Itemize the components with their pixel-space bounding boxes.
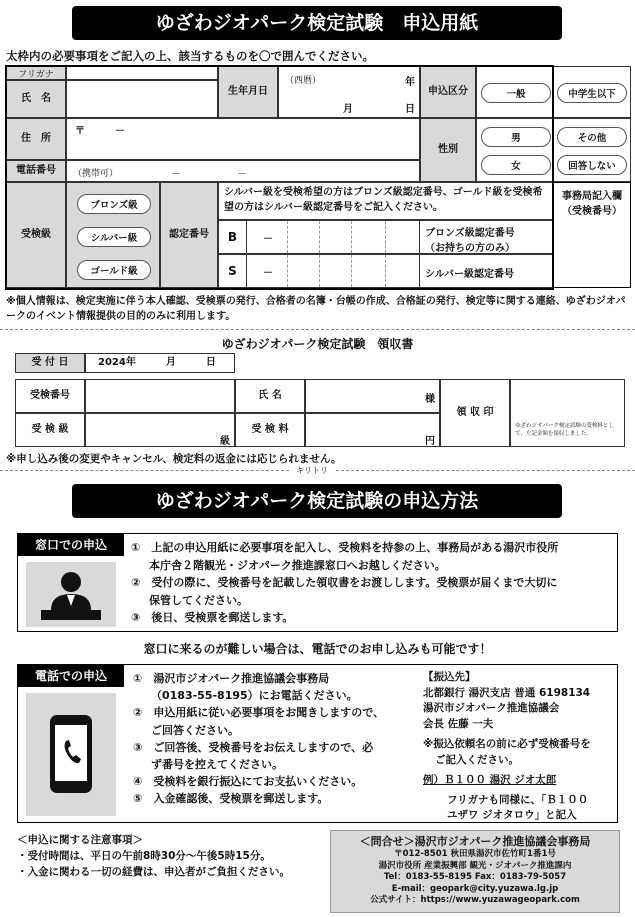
contact-dept: 湯沢市役所 産業振興部 観光・ジオパーク推進課内: [378, 860, 572, 871]
instruction: 太枠内の必要事項をご記入の上、該当するものを〇で囲んでください。: [6, 49, 374, 63]
bank-example: 例）Ｂ１００ 湯沢 ジオ太郎: [423, 774, 557, 786]
bronze-option[interactable]: ブロンズ級: [77, 194, 151, 214]
phone-ok-text: 窓口に来るのが難しい場合は、電話でのお申し込みも可能です！: [143, 642, 492, 656]
silver-cert-row[interactable]: [218, 254, 553, 288]
gold-option[interactable]: ゴールド級: [77, 260, 151, 280]
receipt-grade-label: 受 検 級: [15, 413, 85, 447]
contact-box: [330, 830, 620, 913]
bank-kana-2: ユザワ ジオタロウ」と記入: [447, 809, 577, 821]
bronze-cert-sublabel: （お持ちの方のみ）: [425, 243, 515, 254]
window-section: [17, 533, 618, 632]
method-title: ゆざわジオパーク検定試験の申込方法: [72, 484, 562, 518]
bank-note-1: ※振込依頼名の前に必ず受検番号を: [423, 738, 591, 750]
birth-field[interactable]: [278, 66, 420, 118]
refund-note: ※申し込み後の変更やキャンセル、検定料の返金には応じられません。: [6, 453, 342, 465]
gender-label: 性別: [420, 118, 476, 182]
receipt-name-label: 氏 名: [235, 379, 305, 413]
grade-options: [66, 182, 160, 288]
bank-line-3: 会長 佐藤 一夫: [423, 717, 494, 730]
receipt-fee-field[interactable]: [305, 413, 440, 447]
male-option[interactable]: 男: [481, 127, 551, 147]
general-option[interactable]: 一般: [481, 83, 551, 103]
month-label: 月: [343, 104, 353, 115]
window-step-3: ③ 後日、受検票を郵送します。: [131, 611, 294, 624]
caution-2: ・入金に関わる一切の経費は、申込者がご負担ください。: [17, 866, 290, 878]
window-step-1: ① 上記の申込用紙に必要事項を記入し、受検料を持参の上、事務局がある湯沢市役所: [131, 541, 559, 554]
phone-dash-1: －: [171, 169, 181, 180]
tel-step-1b: （0183-55-8195）にお電話ください。: [151, 689, 358, 703]
noanswer-option[interactable]: 回答しない: [557, 155, 627, 175]
office-box: [553, 182, 631, 288]
address-label: 住 所: [6, 118, 66, 160]
tel-step-5: ⑤ 入金確認後、受検票を郵送します。: [133, 792, 329, 806]
privacy-note: ※個人情報は、検定実施に伴う本人確認、受検票の発行、合格者の名簿・台帳の作成、合格証の発行、検定等に関する連絡、ゆざわジオパークのイベント情報提供の目的のみに利用します。: [6, 296, 626, 322]
caution-1: ・受付時間は、平日の午前8時30分～午後5時15分。: [17, 850, 271, 862]
yen: 円: [425, 436, 435, 447]
bank-kana-1: フリガナも同様に、「Ｂ１００: [447, 793, 589, 806]
phone-label: 電話番号: [6, 160, 66, 182]
contact-address: 〒012-8501 秋田県湯沢市佐竹町1番1号: [394, 849, 556, 859]
sama: 様: [425, 394, 435, 405]
bank-line-2: 湯沢市ジオパーク推進協議会: [423, 702, 560, 714]
window-step-2: ② 受付の際に、受検番号を記載した領収書をお渡しします。受検票が届くまで大切に: [131, 576, 558, 589]
b-dash: －: [263, 234, 273, 245]
silver-option[interactable]: シルバー級: [77, 227, 151, 247]
category-options: [476, 66, 631, 118]
office-label: 事務局記入欄: [562, 191, 622, 202]
contact-website[interactable]: 公式サイト：https://www.yuzawageopark.com: [370, 895, 580, 905]
year-label: 年: [405, 77, 415, 88]
female-option[interactable]: 女: [481, 155, 551, 175]
window-step-2b: 保管してください。: [149, 593, 248, 607]
receipt-date-label: 受 付 日: [15, 353, 85, 373]
tel-step-4: ④ 受検料を銀行振込にてお支払いください。: [133, 775, 363, 789]
name-field[interactable]: [66, 80, 218, 118]
phone-label-tag: 電話での申込: [18, 665, 124, 687]
s-prefix: S: [219, 255, 247, 287]
bank-info: [423, 670, 618, 824]
bronze-cert-row[interactable]: [218, 220, 553, 254]
address-field[interactable]: [66, 118, 420, 160]
kyu: 級: [220, 436, 230, 447]
day-label: 日: [405, 104, 415, 115]
cautions-heading: ＜申込に関する注意事項＞: [17, 834, 143, 846]
cert-note: シルバー級を受検希望の方はブロンズ級認定番号、ゴールド級を受検希望の方はシルバー級認定番号をご記入ください。: [218, 182, 553, 220]
receipt-seal-box: [510, 379, 625, 447]
name-label: 氏 名: [6, 80, 66, 118]
seireki-label: （西暦）: [285, 76, 322, 86]
smartphone-icon: [26, 693, 116, 816]
bronze-cert-label: ブロンズ級認定番号: [425, 228, 515, 239]
tel-step-3: ③ ご回答後、受検番号をお伝えしますので、必: [133, 740, 374, 754]
gender-options: [476, 118, 631, 182]
person-icon: [26, 562, 116, 627]
form-title: ゆざわジオパーク検定試験 申込用紙: [72, 6, 562, 40]
contact-email[interactable]: E-mail：geopark@city.yuzawa.lg.jp: [391, 883, 559, 894]
receipt-seal-label: 領 収 印: [440, 379, 510, 447]
receipt-name-field[interactable]: [305, 379, 440, 413]
window-step-1b: 本庁舎２階観光・ジオパーク推進課窓口へお越しください。: [149, 558, 446, 572]
silver-cert-label: シルバー級認定番号: [425, 269, 515, 280]
tel-step-2: ② 申込用紙に従い必要事項をお聞きしますので、: [133, 706, 385, 720]
grade-label: 受検級: [6, 182, 66, 288]
receipt-date: 2024年 月 日: [85, 353, 235, 373]
tel-step-2b: ご回答ください。: [151, 723, 239, 737]
student-option[interactable]: 中学生以下: [557, 83, 627, 103]
kiritori: キリトリ: [290, 465, 334, 476]
certno-label: 認定番号: [160, 182, 218, 288]
contact-tel: Tel：0183-55-8195 Fax：0183-79-5057: [383, 872, 567, 882]
receipt-num-label: 受検番号: [15, 379, 85, 413]
bank-heading: 【振込先】: [423, 671, 476, 683]
phone-field[interactable]: [66, 160, 420, 182]
receipt: [15, 353, 625, 448]
phone-section: [17, 664, 618, 823]
office-sublabel: （受検番号）: [562, 206, 622, 217]
other-option[interactable]: その他: [557, 127, 627, 147]
tel-step-3b: ず番号を控えてください。: [151, 758, 283, 772]
furigana-label: フリガナ: [6, 66, 66, 80]
tel-step-1: ① 湯沢市ジオパーク推進協議会事務局: [133, 672, 330, 685]
receipt-fee-label: 受 検 料: [235, 413, 305, 447]
receipt-num-field[interactable]: [85, 379, 235, 413]
receipt-small-text: ゆざわジオパーク検定試験の受検料として、左記金額を領収しました。: [515, 423, 614, 437]
b-prefix: B: [219, 221, 247, 253]
s-dash: －: [263, 268, 273, 279]
receipt-title: ゆざわジオパーク検定試験 領収書: [221, 337, 414, 351]
mobile-label: （携帯可）: [73, 169, 119, 179]
window-label: 窓口での申込: [18, 534, 124, 556]
birth-label: 生年月日: [218, 66, 278, 118]
bank-note-2: ご記入ください。: [435, 753, 519, 766]
receipt-grade-field[interactable]: [85, 413, 235, 447]
bank-line-1: 北都銀行 湯沢支店 普通 6198134: [423, 686, 591, 699]
category-label: 申込区分: [420, 66, 476, 118]
postal-label: 〒 －: [75, 126, 125, 137]
application-form: [6, 66, 631, 291]
contact-heading: ＜問合せ＞湯沢市ジオパーク推進協議会事務局: [359, 835, 591, 848]
furigana-field[interactable]: [66, 66, 218, 80]
phone-dash-2: －: [237, 169, 247, 180]
cautions: [17, 832, 290, 880]
